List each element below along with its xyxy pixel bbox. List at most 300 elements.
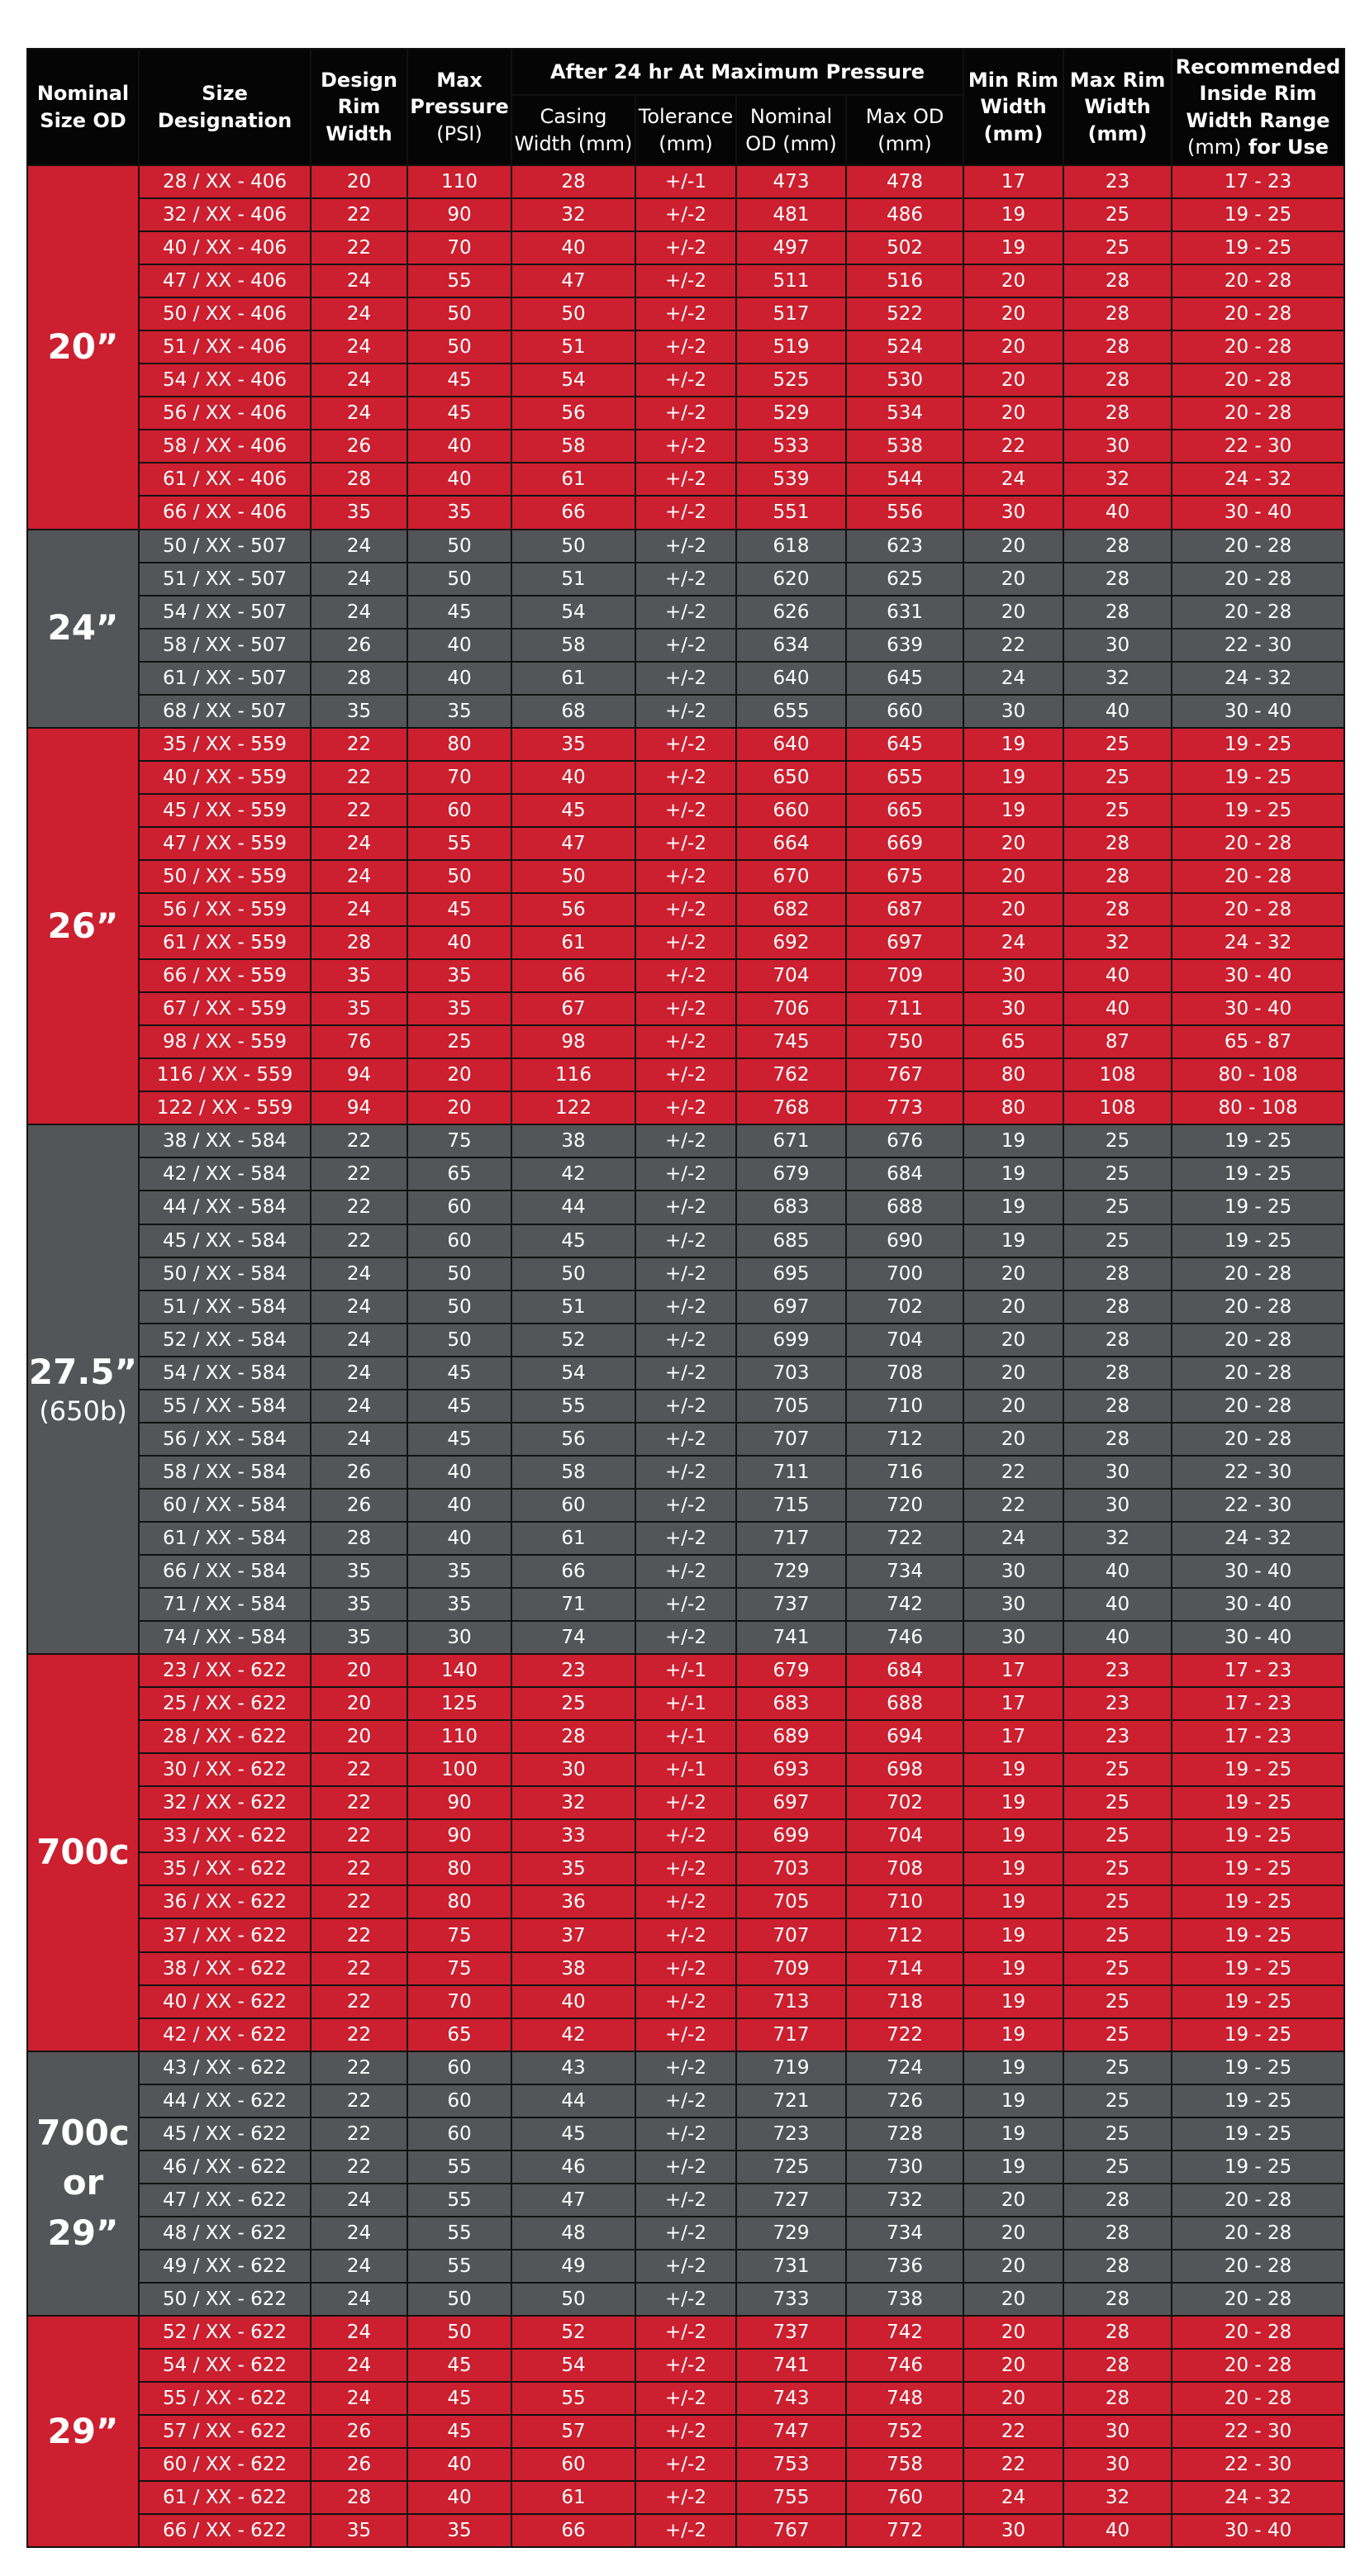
recommended-range-cell: 17 - 23 — [1172, 165, 1344, 198]
table-row — [27, 364, 1344, 397]
table-row — [27, 2316, 1344, 2349]
max-od-cell: 625 — [846, 563, 963, 596]
max-od-cell: 704 — [846, 1819, 963, 1852]
recommended-range-cell: 20 - 28 — [1172, 893, 1344, 926]
min-rim-width-cell: 20 — [963, 530, 1063, 563]
tolerance-cell: +/-2 — [635, 2184, 736, 2217]
tolerance-cell: +/-2 — [635, 231, 736, 264]
max-od-cell: 767 — [846, 1058, 963, 1091]
table-row — [27, 2217, 1344, 2250]
max-od-cell: 772 — [846, 2514, 963, 2547]
max-pressure-cell: 35 — [407, 695, 511, 728]
size-designation-cell: 50 / XX - 406 — [139, 297, 311, 330]
min-rim-width-cell: 22 — [963, 430, 1063, 463]
recommended-range-cell: 20 - 28 — [1172, 2316, 1344, 2349]
table-row — [27, 1025, 1344, 1058]
max-od-cell: 708 — [846, 1852, 963, 1885]
casing-width-cell: 33 — [511, 1819, 635, 1852]
max-od-cell: 556 — [846, 496, 963, 529]
max-rim-width-cell: 25 — [1063, 1819, 1172, 1852]
table-row — [27, 629, 1344, 662]
size-designation-cell: 35 / XX - 622 — [139, 1852, 311, 1885]
casing-width-cell: 35 — [511, 1852, 635, 1885]
nominal-od-cell: 695 — [736, 1257, 846, 1290]
max-pressure-cell: 20 — [407, 1058, 511, 1091]
max-od-cell: 676 — [846, 1124, 963, 1157]
max-rim-width-cell: 28 — [1063, 330, 1172, 364]
tolerance-cell: +/-2 — [635, 794, 736, 827]
max-rim-width-cell: 28 — [1063, 2283, 1172, 2316]
nominal-od-cell: 689 — [736, 1720, 846, 1753]
design-rim-width-cell: 22 — [311, 2084, 407, 2117]
size-designation-cell: 98 / XX - 559 — [139, 1025, 311, 1058]
size-group — [27, 1654, 1344, 2051]
nominal-od-cell: 655 — [736, 695, 846, 728]
size-designation-cell: 36 / XX - 622 — [139, 1885, 311, 1918]
max-rim-width-cell: 30 — [1063, 430, 1172, 463]
max-rim-width-cell: 28 — [1063, 2349, 1172, 2382]
tolerance-cell: +/-2 — [635, 1423, 736, 1456]
size-designation-cell: 51 / XX - 507 — [139, 563, 311, 596]
min-rim-width-cell: 30 — [963, 992, 1063, 1025]
casing-width-cell: 67 — [511, 992, 635, 1025]
max-rim-width-cell: 28 — [1063, 1290, 1172, 1324]
size-designation-cell: 122 / XX - 559 — [139, 1091, 311, 1124]
nominal-od-cell: 511 — [736, 264, 846, 297]
max-od-cell: 752 — [846, 2415, 963, 2448]
max-rim-width-cell: 25 — [1063, 1952, 1172, 1985]
max-od-cell: 684 — [846, 1654, 963, 1687]
min-rim-width-cell: 20 — [963, 397, 1063, 430]
casing-width-cell: 66 — [511, 2514, 635, 2547]
recommended-range-cell: 80 - 108 — [1172, 1091, 1344, 1124]
tolerance-cell: +/-2 — [635, 2481, 736, 2514]
max-od-cell: 712 — [846, 1423, 963, 1456]
tolerance-cell: +/-2 — [635, 1819, 736, 1852]
tolerance-cell: +/-2 — [635, 2084, 736, 2117]
table-row — [27, 165, 1344, 198]
size-designation-cell: 47 / XX - 622 — [139, 2184, 311, 2217]
nominal-od-cell: 767 — [736, 2514, 846, 2547]
table-row — [27, 1257, 1344, 1290]
table-row — [27, 1786, 1344, 1819]
tolerance-cell: +/-1 — [635, 1753, 736, 1786]
max-pressure-cell: 35 — [407, 1555, 511, 1588]
design-rim-width-cell: 35 — [311, 2514, 407, 2547]
max-rim-width-cell: 23 — [1063, 1654, 1172, 1687]
size-designation-cell: 38 / XX - 622 — [139, 1952, 311, 1985]
design-rim-width-cell: 94 — [311, 1091, 407, 1124]
max-rim-width-cell: 25 — [1063, 1852, 1172, 1885]
recommended-range-cell: 20 - 28 — [1172, 264, 1344, 297]
max-od-cell: 684 — [846, 1157, 963, 1191]
nominal-od-cell: 762 — [736, 1058, 846, 1091]
max-rim-width-cell: 30 — [1063, 2415, 1172, 2448]
design-rim-width-cell: 20 — [311, 165, 407, 198]
min-rim-width-cell: 20 — [963, 2283, 1063, 2316]
nominal-od-cell: 711 — [736, 1456, 846, 1489]
size-group — [27, 2051, 1344, 2316]
max-pressure-cell: 70 — [407, 1985, 511, 2018]
design-rim-width-cell: 22 — [311, 1224, 407, 1257]
design-rim-width-cell: 22 — [311, 1985, 407, 2018]
max-od-cell: 660 — [846, 695, 963, 728]
max-pressure-cell: 75 — [407, 1124, 511, 1157]
tolerance-cell: +/-2 — [635, 1456, 736, 1489]
nominal-od-cell: 707 — [736, 1918, 846, 1951]
nominal-od-cell: 733 — [736, 2283, 846, 2316]
tolerance-cell: +/-1 — [635, 1654, 736, 1687]
max-od-cell: 709 — [846, 959, 963, 992]
max-od-cell: 530 — [846, 364, 963, 397]
table-row — [27, 297, 1344, 330]
table-row — [27, 761, 1344, 794]
nominal-od-cell: 717 — [736, 2018, 846, 2051]
nominal-od-cell: 685 — [736, 1224, 846, 1257]
min-rim-width-cell: 30 — [963, 1621, 1063, 1654]
max-rim-width-cell: 108 — [1063, 1058, 1172, 1091]
nominal-size-label — [27, 728, 139, 1125]
recommended-range-cell: 19 - 25 — [1172, 2051, 1344, 2084]
nominal-od-cell: 705 — [736, 1390, 846, 1423]
max-pressure-cell: 55 — [407, 2250, 511, 2283]
nominal-od-cell: 743 — [736, 2382, 846, 2415]
max-pressure-cell: 45 — [407, 397, 511, 430]
tolerance-cell: +/-2 — [635, 2117, 736, 2151]
tolerance-cell: +/-2 — [635, 959, 736, 992]
casing-width-cell: 38 — [511, 1952, 635, 1985]
casing-width-cell: 40 — [511, 1985, 635, 2018]
max-rim-width-cell: 25 — [1063, 1224, 1172, 1257]
tolerance-cell: +/-2 — [635, 860, 736, 893]
recommended-range-cell: 19 - 25 — [1172, 728, 1344, 761]
header-recommended-unit: (mm) — [1187, 135, 1242, 159]
nominal-size-label — [27, 1654, 139, 2051]
design-rim-width-cell: 26 — [311, 2415, 407, 2448]
table-row — [27, 2415, 1344, 2448]
nominal-od-cell: 683 — [736, 1687, 846, 1720]
size-designation-cell: 60 / XX - 622 — [139, 2448, 311, 2481]
nominal-od-cell: 650 — [736, 761, 846, 794]
size-designation-cell: 66 / XX - 406 — [139, 496, 311, 529]
header-after-24hr: After 24 hr At Maximum Pressure — [511, 49, 963, 95]
max-pressure-cell: 45 — [407, 1390, 511, 1423]
casing-width-cell: 43 — [511, 2051, 635, 2084]
max-rim-width-cell: 25 — [1063, 198, 1172, 231]
tolerance-cell: +/-2 — [635, 1489, 736, 1522]
max-rim-width-cell: 28 — [1063, 1390, 1172, 1423]
max-od-cell: 534 — [846, 397, 963, 430]
recommended-range-cell: 20 - 28 — [1172, 596, 1344, 629]
casing-width-cell: 50 — [511, 1257, 635, 1290]
nominal-od-cell: 737 — [736, 1588, 846, 1621]
max-od-cell: 758 — [846, 2448, 963, 2481]
max-pressure-cell: 35 — [407, 959, 511, 992]
max-od-cell: 544 — [846, 463, 963, 496]
max-pressure-cell: 75 — [407, 1918, 511, 1951]
table-row — [27, 1091, 1344, 1124]
max-pressure-cell: 40 — [407, 926, 511, 959]
min-rim-width-cell: 19 — [963, 761, 1063, 794]
tolerance-cell: +/-2 — [635, 264, 736, 297]
nominal-od-cell: 709 — [736, 1952, 846, 1985]
nominal-size-text: 27.5” — [28, 1352, 138, 1393]
design-rim-width-cell: 24 — [311, 2349, 407, 2382]
size-designation-cell: 45 / XX - 622 — [139, 2117, 311, 2151]
max-pressure-cell: 40 — [407, 463, 511, 496]
tolerance-cell: +/-2 — [635, 430, 736, 463]
nominal-od-cell: 473 — [736, 165, 846, 198]
recommended-range-cell: 20 - 28 — [1172, 1357, 1344, 1390]
max-rim-width-cell: 25 — [1063, 231, 1172, 264]
tolerance-cell: +/-2 — [635, 1390, 736, 1423]
nominal-od-cell: 618 — [736, 530, 846, 563]
min-rim-width-cell: 19 — [963, 2151, 1063, 2184]
max-rim-width-cell: 28 — [1063, 2250, 1172, 2283]
casing-width-cell: 66 — [511, 496, 635, 529]
nominal-od-cell: 727 — [736, 2184, 846, 2217]
recommended-range-cell: 20 - 28 — [1172, 1324, 1344, 1357]
casing-width-cell: 35 — [511, 728, 635, 761]
design-rim-width-cell: 26 — [311, 2448, 407, 2481]
min-rim-width-cell: 24 — [963, 463, 1063, 496]
max-pressure-cell: 60 — [407, 2084, 511, 2117]
size-designation-cell: 61 / XX - 507 — [139, 662, 311, 695]
tolerance-cell: +/-2 — [635, 496, 736, 529]
casing-width-cell: 48 — [511, 2217, 635, 2250]
max-rim-width-cell: 25 — [1063, 1753, 1172, 1786]
max-pressure-cell: 80 — [407, 1885, 511, 1918]
min-rim-width-cell: 20 — [963, 1423, 1063, 1456]
design-rim-width-cell: 24 — [311, 2316, 407, 2349]
design-rim-width-cell: 24 — [311, 264, 407, 297]
max-rim-width-cell: 28 — [1063, 1357, 1172, 1390]
tolerance-cell: +/-2 — [635, 1257, 736, 1290]
size-designation-cell: 37 / XX - 622 — [139, 1918, 311, 1951]
design-rim-width-cell: 22 — [311, 1819, 407, 1852]
tolerance-cell: +/-2 — [635, 728, 736, 761]
max-pressure-cell: 55 — [407, 264, 511, 297]
tolerance-cell: +/-2 — [635, 1224, 736, 1257]
max-pressure-cell: 65 — [407, 1157, 511, 1191]
min-rim-width-cell: 19 — [963, 728, 1063, 761]
recommended-range-cell: 19 - 25 — [1172, 761, 1344, 794]
nominal-od-cell: 768 — [736, 1091, 846, 1124]
design-rim-width-cell: 22 — [311, 1753, 407, 1786]
max-pressure-cell: 25 — [407, 1025, 511, 1058]
table-row — [27, 1058, 1344, 1091]
tolerance-cell: +/-2 — [635, 1786, 736, 1819]
table-row — [27, 2084, 1344, 2117]
table-row — [27, 992, 1344, 1025]
table-row — [27, 959, 1344, 992]
design-rim-width-cell: 24 — [311, 1257, 407, 1290]
min-rim-width-cell: 19 — [963, 1753, 1063, 1786]
max-rim-width-cell: 25 — [1063, 761, 1172, 794]
design-rim-width-cell: 20 — [311, 1654, 407, 1687]
max-pressure-cell: 40 — [407, 2481, 511, 2514]
table-row — [27, 1687, 1344, 1720]
size-designation-cell: 74 / XX - 584 — [139, 1621, 311, 1654]
max-od-cell: 639 — [846, 629, 963, 662]
max-rim-width-cell: 28 — [1063, 1257, 1172, 1290]
recommended-range-cell: 19 - 25 — [1172, 1786, 1344, 1819]
min-rim-width-cell: 19 — [963, 1786, 1063, 1819]
tolerance-cell: +/-2 — [635, 297, 736, 330]
max-pressure-cell: 50 — [407, 1257, 511, 1290]
max-rim-width-cell: 108 — [1063, 1091, 1172, 1124]
recommended-range-cell: 19 - 25 — [1172, 1985, 1344, 2018]
recommended-range-cell: 20 - 28 — [1172, 2382, 1344, 2415]
design-rim-width-cell: 24 — [311, 596, 407, 629]
max-pressure-cell: 125 — [407, 1687, 511, 1720]
nominal-od-cell: 634 — [736, 629, 846, 662]
design-rim-width-cell: 22 — [311, 1952, 407, 1985]
max-od-cell: 486 — [846, 198, 963, 231]
recommended-range-cell: 19 - 25 — [1172, 231, 1344, 264]
recommended-range-cell: 80 - 108 — [1172, 1058, 1344, 1091]
nominal-od-cell: 697 — [736, 1786, 846, 1819]
size-designation-cell: 67 / XX - 559 — [139, 992, 311, 1025]
min-rim-width-cell: 20 — [963, 893, 1063, 926]
max-od-cell: 697 — [846, 926, 963, 959]
size-designation-cell: 54 / XX - 507 — [139, 596, 311, 629]
recommended-range-cell: 19 - 25 — [1172, 1918, 1344, 1951]
casing-width-cell: 28 — [511, 1720, 635, 1753]
header-recommended-label: Recommended Inside Rim Width Range — [1175, 55, 1341, 132]
nominal-od-cell: 682 — [736, 893, 846, 926]
nominal-od-cell: 707 — [736, 1423, 846, 1456]
min-rim-width-cell: 20 — [963, 2316, 1063, 2349]
recommended-range-cell: 19 - 25 — [1172, 198, 1344, 231]
nominal-od-cell: 713 — [736, 1985, 846, 2018]
table-row — [27, 463, 1344, 496]
min-rim-width-cell: 22 — [963, 1456, 1063, 1489]
table-row — [27, 1224, 1344, 1257]
size-group — [27, 165, 1344, 530]
tolerance-cell: +/-2 — [635, 1588, 736, 1621]
table-row — [27, 2250, 1344, 2283]
table-header — [27, 49, 1344, 165]
max-rim-width-cell: 23 — [1063, 165, 1172, 198]
max-pressure-cell: 20 — [407, 1091, 511, 1124]
design-rim-width-cell: 35 — [311, 1555, 407, 1588]
max-pressure-cell: 60 — [407, 2051, 511, 2084]
max-od-cell: 738 — [846, 2283, 963, 2316]
tolerance-cell: +/-2 — [635, 1555, 736, 1588]
casing-width-cell: 50 — [511, 860, 635, 893]
nominal-od-cell: 731 — [736, 2250, 846, 2283]
max-od-cell: 524 — [846, 330, 963, 364]
min-rim-width-cell: 19 — [963, 1224, 1063, 1257]
table-row — [27, 430, 1344, 463]
recommended-range-cell: 20 - 28 — [1172, 530, 1344, 563]
min-rim-width-cell: 19 — [963, 1885, 1063, 1918]
max-pressure-cell: 45 — [407, 1423, 511, 1456]
max-od-cell: 720 — [846, 1489, 963, 1522]
min-rim-width-cell: 20 — [963, 2250, 1063, 2283]
design-rim-width-cell: 24 — [311, 2250, 407, 2283]
header-min-rim-width: Min Rim Width (mm) — [963, 49, 1063, 165]
nominal-od-cell: 725 — [736, 2151, 846, 2184]
max-pressure-cell: 65 — [407, 2018, 511, 2051]
max-od-cell: 655 — [846, 761, 963, 794]
max-rim-width-cell: 25 — [1063, 1124, 1172, 1157]
table-row — [27, 2448, 1344, 2481]
max-od-cell: 734 — [846, 1555, 963, 1588]
table-row — [27, 860, 1344, 893]
casing-width-cell: 45 — [511, 2117, 635, 2151]
max-od-cell: 690 — [846, 1224, 963, 1257]
size-designation-cell: 61 / XX - 559 — [139, 926, 311, 959]
max-rim-width-cell: 32 — [1063, 2481, 1172, 2514]
size-group — [27, 1124, 1344, 1654]
table-row — [27, 330, 1344, 364]
nominal-od-cell: 664 — [736, 827, 846, 860]
max-rim-width-cell: 32 — [1063, 463, 1172, 496]
recommended-range-cell: 22 - 30 — [1172, 2448, 1344, 2481]
recommended-range-cell: 20 - 28 — [1172, 2250, 1344, 2283]
min-rim-width-cell: 19 — [963, 2117, 1063, 2151]
max-rim-width-cell: 28 — [1063, 2184, 1172, 2217]
casing-width-cell: 54 — [511, 2349, 635, 2382]
max-pressure-cell: 45 — [407, 364, 511, 397]
casing-width-cell: 61 — [511, 926, 635, 959]
max-pressure-cell: 60 — [407, 794, 511, 827]
table-row — [27, 1654, 1344, 1687]
casing-width-cell: 51 — [511, 330, 635, 364]
tolerance-cell: +/-2 — [635, 1157, 736, 1191]
size-designation-cell: 55 / XX - 584 — [139, 1390, 311, 1423]
recommended-range-cell: 19 - 25 — [1172, 2117, 1344, 2151]
max-od-cell: 645 — [846, 662, 963, 695]
tolerance-cell: +/-2 — [635, 563, 736, 596]
max-pressure-cell: 100 — [407, 1753, 511, 1786]
tolerance-cell: +/-2 — [635, 397, 736, 430]
min-rim-width-cell: 19 — [963, 2051, 1063, 2084]
tolerance-cell: +/-2 — [635, 2349, 736, 2382]
nominal-size-label — [27, 1124, 139, 1654]
header-max-pressure-label: Max Pressure — [410, 68, 509, 119]
min-rim-width-cell: 19 — [963, 1191, 1063, 1224]
header-max-pressure-unit: (PSI) — [436, 121, 483, 145]
size-designation-cell: 116 / XX - 559 — [139, 1058, 311, 1091]
max-rim-width-cell: 28 — [1063, 264, 1172, 297]
size-designation-cell: 52 / XX - 622 — [139, 2316, 311, 2349]
max-pressure-cell: 110 — [407, 1720, 511, 1753]
max-rim-width-cell: 32 — [1063, 926, 1172, 959]
design-rim-width-cell: 26 — [311, 430, 407, 463]
max-pressure-cell: 60 — [407, 1224, 511, 1257]
size-designation-cell: 68 / XX - 507 — [139, 695, 311, 728]
size-designation-cell: 40 / XX - 406 — [139, 231, 311, 264]
design-rim-width-cell: 24 — [311, 330, 407, 364]
recommended-range-cell: 19 - 25 — [1172, 1157, 1344, 1191]
design-rim-width-cell: 94 — [311, 1058, 407, 1091]
max-pressure-cell: 40 — [407, 2448, 511, 2481]
tolerance-cell: +/-2 — [635, 2283, 736, 2316]
size-designation-cell: 35 / XX - 559 — [139, 728, 311, 761]
tolerance-cell: +/-2 — [635, 926, 736, 959]
tolerance-cell: +/-2 — [635, 1191, 736, 1224]
min-rim-width-cell: 24 — [963, 2481, 1063, 2514]
recommended-range-cell: 20 - 28 — [1172, 2283, 1344, 2316]
max-rim-width-cell: 40 — [1063, 2514, 1172, 2547]
casing-width-cell: 58 — [511, 629, 635, 662]
table-row — [27, 1124, 1344, 1157]
max-pressure-cell: 45 — [407, 2415, 511, 2448]
max-pressure-cell: 90 — [407, 1786, 511, 1819]
